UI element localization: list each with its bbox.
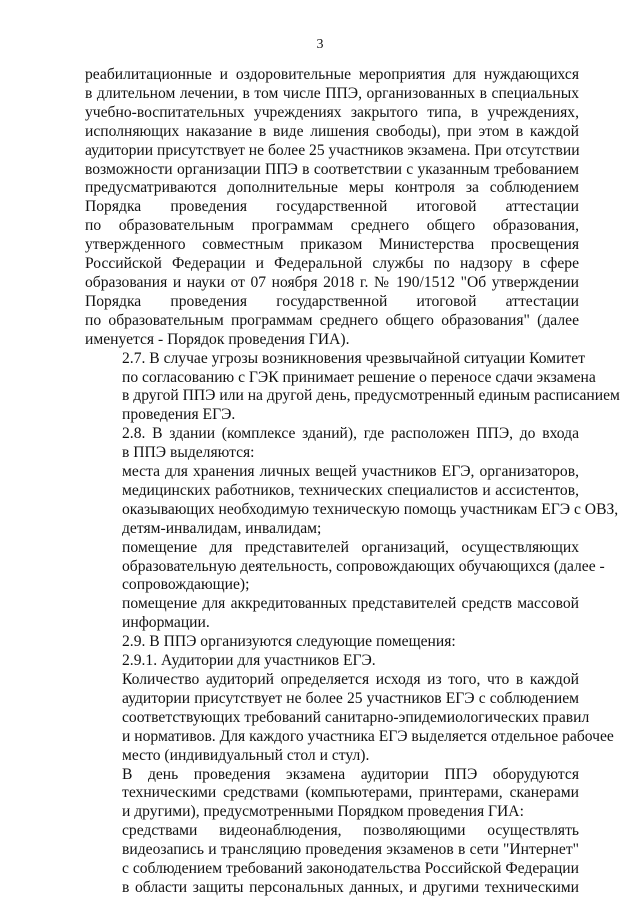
text-line: помещение для аккредитованных представителей средств массовой: [122, 595, 579, 613]
text-line: по образовательным программам среднего общего образования,: [85, 217, 579, 235]
paragraph-p5: [85, 538, 605, 596]
text-line: и другими), предусмотренными Порядком проведения ГИА:: [122, 803, 524, 821]
document-body: [85, 66, 620, 898]
text-line: соответствующих требований санитарно-эпидемиологических правил: [122, 708, 590, 726]
text-line: видеозапись и трансляцию проведения экзаменов в сети "Интернет": [122, 841, 579, 859]
text-line: с соблюдением требований законодательства Российской Федерации: [122, 860, 579, 878]
text-line: проведения ЕГЭ.: [122, 406, 236, 424]
text-line: Порядка проведения государственной итоговой аттестации: [85, 292, 579, 310]
text-line: место (индивидуальный стол и стул).: [122, 746, 370, 764]
text-line: 2.8. В здании (комплексе зданий), где расположен ППЭ, до входа: [122, 425, 579, 443]
paragraph-p9: [85, 671, 614, 766]
paragraph-p2: [85, 349, 620, 426]
text-line: утвержденного совместным приказом Министерства просвещения: [85, 236, 579, 254]
text-line: учебно-воспитательных учреждениях закрытого типа, в учреждениях,: [85, 103, 579, 121]
text-line: в другой ППЭ или на другой день, предусмотренный единым расписанием: [122, 387, 620, 405]
text-line: информации.: [122, 614, 210, 632]
paragraph-p4: [85, 463, 619, 539]
paragraph-p3: [85, 425, 579, 463]
text-line: именуется - Порядок проведения ГИА).: [85, 330, 350, 348]
page-number: 3: [316, 37, 324, 52]
text-line: оказывающих необходимую техническую помощь участникам ЕГЭ с ОВЗ,: [122, 500, 619, 518]
text-line: 2.9.1. Аудитории для участников ЕГЭ.: [122, 652, 376, 670]
text-line: 2.9. В ППЭ организуются следующие помещения:: [122, 633, 456, 651]
paragraph-p8: [85, 652, 579, 671]
text-line: Российской Федерации и Федеральной службы по надзору в сфере: [85, 255, 579, 273]
paragraph-p10: [85, 766, 579, 823]
text-line: и нормативов. Для каждого участника ЕГЭ выделяется отдельное рабочее: [122, 727, 614, 745]
text-line: В день проведения экзамена аудитории ППЭ оборудуются: [122, 765, 579, 783]
text-line: предусматриваются дополнительные меры контроля за соблюдением: [85, 179, 579, 197]
text-line: в области защиты персональных данных, и другими техническими: [122, 878, 579, 896]
text-line: места для хранения личных вещей участников ЕГЭ, организаторов,: [122, 463, 579, 481]
text-line: по согласованию с ГЭК принимает решение о переносе сдачи экзамена: [122, 368, 596, 386]
text-line: техническими средствами (компьютерами, принтерами, сканерами: [122, 784, 579, 802]
text-line: Количество аудиторий определяется исходя из того, что в каждой: [122, 671, 579, 688]
paragraph-p11: [85, 822, 579, 898]
text-line: Порядка проведения государственной итоговой аттестации: [85, 198, 579, 216]
text-line: аудитории присутствует не более 25 участников ЕГЭ с соблюдением: [122, 689, 579, 707]
text-line: сопровождающие);: [122, 576, 250, 594]
text-line: исполняющих наказание в виде лишения свободы), при этом в каждой: [85, 122, 579, 140]
text-line: в длительном лечении, в том числе ППЭ, организованных в специальных: [85, 84, 579, 102]
paragraph-p1: [85, 66, 579, 350]
text-line: по образовательным программам среднего общего образования" (далее: [85, 311, 579, 329]
paragraph-p7: [85, 633, 579, 652]
text-line: аудитории присутствует не более 25 участников экзамена. При отсутствии: [85, 141, 580, 159]
text-line: медицинских работников, технических специалистов и ассистентов,: [122, 481, 579, 499]
text-line: образовательную деятельность, сопровождающих обучающихся (далее -: [122, 557, 605, 575]
text-line: 2.7. В случае угрозы возникновения чрезвычайной ситуации Комитет: [122, 349, 586, 367]
text-line: в ППЭ выделяются:: [122, 444, 255, 462]
paragraph-p6: [85, 595, 579, 633]
text-line: возможности организации ППЭ в соответствии с указанным требованием: [85, 160, 579, 178]
text-line: помещение для представителей организаций, осуществляющих: [122, 538, 579, 556]
text-line: реабилитационные и оздоровительные мероприятия для нуждающихся: [85, 66, 579, 83]
text-line: детям-инвалидам, инвалидам;: [122, 519, 322, 537]
text-line: образования и науки от 07 ноября 2018 г. № 190/1512 "Об утверждении: [85, 273, 579, 291]
text-line: средствами видеонаблюдения, позволяющими осуществлять: [122, 822, 579, 840]
